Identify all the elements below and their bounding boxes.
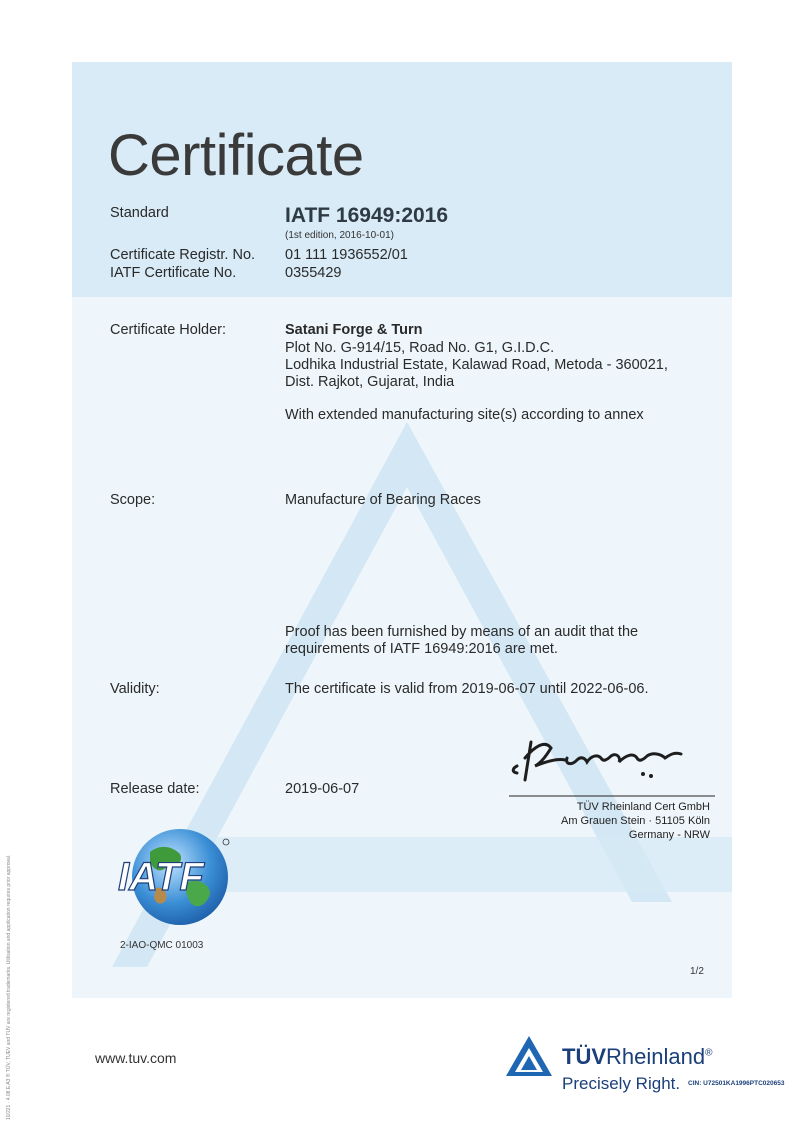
- holder-address-line1: Plot No. G-914/15, Road No. G1, G.I.D.C.: [285, 340, 555, 356]
- holder-label: Certificate Holder:: [110, 322, 227, 338]
- iatf-globe-logo: [110, 822, 240, 932]
- tuv-triangle-logo-icon: [504, 1034, 554, 1078]
- tuv-brand-rest: Rheinland: [606, 1044, 706, 1069]
- release-date-value: 2019-06-07: [285, 781, 360, 797]
- registration-value: 01 111 1936552/01: [285, 247, 408, 263]
- company-cin: CIN: U72501KA1996PTC020653: [688, 1080, 785, 1087]
- issuer-region: Germany - NRW: [628, 829, 710, 841]
- tuv-slogan: Precisely Right.: [562, 1074, 681, 1093]
- holder-address-line3: Dist. Rajkot, Gujarat, India: [285, 374, 455, 390]
- holder-address-line2: Lodhika Industrial Estate, Kalawad Road, Metoda - 360021,: [285, 357, 668, 373]
- footer-url[interactable]: www.tuv.com: [95, 1050, 177, 1066]
- iatf-code: 2-IAO-QMC 01003: [120, 940, 204, 951]
- iatf-number-label: IATF Certificate No.: [110, 265, 237, 281]
- holder-extended-sites: With extended manufacturing site(s) according to annex: [285, 407, 644, 423]
- iatf-logo-text: IATF: [118, 855, 204, 899]
- signature-image: [505, 728, 715, 800]
- standard-edition: (1st edition, 2016-10-01): [285, 230, 394, 241]
- validity-value: The certificate is valid from 2019-06-07 until 2022-06-06.: [285, 681, 649, 697]
- standard-value: IATF 16949:2016: [285, 204, 449, 227]
- scope-label: Scope:: [110, 492, 156, 508]
- tuv-brand-bold: TÜV: [562, 1044, 606, 1069]
- standard-label: Standard: [110, 205, 169, 221]
- release-date-label: Release date:: [110, 781, 200, 797]
- side-legal-note: 10/221 · 4.08 E A3 ® TÜV, TUEV and TUV are registered trademarks. Utilisation and application requires prior approval.: [6, 854, 12, 1120]
- certificate-title: Certificate: [108, 123, 364, 188]
- proof-line2: requirements of IATF 16949:2016 are met.: [285, 641, 558, 657]
- page-number: 1/2: [690, 966, 704, 977]
- tuv-brand-name: [562, 1044, 712, 1070]
- registration-label: Certificate Registr. No.: [110, 247, 256, 263]
- validity-label: Validity:: [110, 681, 160, 697]
- holder-name: Satani Forge & Turn: [285, 322, 423, 338]
- proof-line1: Proof has been furnished by means of an audit that the: [285, 624, 639, 640]
- issuer-address: Am Grauen Stein · 51105 Köln: [561, 815, 710, 827]
- issuer-name: TÜV Rheinland Cert GmbH: [576, 801, 710, 813]
- iatf-number-value: 0355429: [285, 265, 342, 281]
- tuv-brand-mark: ®: [705, 1047, 713, 1059]
- scope-value: Manufacture of Bearing Races: [285, 492, 481, 508]
